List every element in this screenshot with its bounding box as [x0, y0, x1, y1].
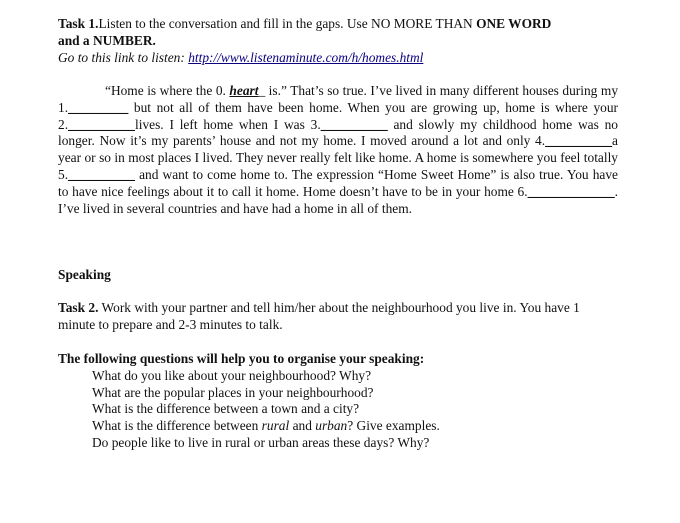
term-rural: rural — [261, 418, 290, 434]
question-item: Do people like to live in rural or urban areas these days? Why? — [92, 434, 430, 450]
gap-fill-passage — [58, 83, 618, 217]
task2-instructions — [58, 300, 618, 334]
passage-text: lives. I left home when I was 3. — [135, 116, 321, 132]
speaking-section — [58, 267, 618, 284]
task1-instructions — [58, 16, 618, 50]
questions-list — [58, 368, 618, 452]
question-text: What is the difference between — [92, 418, 262, 434]
gap-3[interactable]: __________ — [320, 116, 388, 132]
gap-4[interactable]: __________ — [545, 133, 613, 149]
passage-text: a year or so in most places I lived. They never really felt like home. A home is somewhere you feel totally 5. — [58, 133, 618, 182]
gap-5[interactable]: __________ — [68, 166, 135, 182]
question-item: What are the popular places in your neighbourhood? — [92, 384, 374, 400]
task2-text: Work with your partner and tell him/her about the neighbourhood you live in. You have 1 minute to prepare and 2-3 minutes to talk. — [58, 300, 580, 332]
passage-text: “Home is where the 0. — [105, 83, 230, 98]
question-item: What do you like about your neighbourhood? Why? — [92, 367, 372, 383]
task2-heading: Task 2. — [58, 300, 99, 315]
question-text: and — [289, 418, 316, 434]
questions-section — [58, 351, 618, 452]
term-urban: urban — [315, 418, 348, 434]
gap-1[interactable]: _________ — [68, 99, 129, 115]
passage-text: . I’ve lived in several countries and have had a home in all of them. — [58, 183, 618, 216]
question-item: What is the difference between a town and a city? — [92, 401, 360, 417]
passage-text: but not all of them have been home. When you are growing up, home is where your 2. — [58, 99, 618, 132]
task1-listen-line — [58, 50, 618, 67]
task2-section — [58, 300, 618, 334]
question-text: ? Give examples. — [347, 418, 440, 434]
task1-instruction-line2: and a NUMBER. — [58, 32, 156, 48]
example-answer: heart — [229, 83, 259, 98]
gap-6[interactable]: _____________ — [527, 183, 615, 199]
question-item — [92, 418, 618, 435]
task1-heading: Task 1. — [58, 16, 99, 31]
passage-text: and slowly my childhood home was no longer. Now it’s my parents’ house and not my home. I moved around a lot and only 4. — [58, 116, 618, 149]
link-prefix: Go to this link to listen: — [58, 49, 189, 65]
passage-text: _ is.” That’s so true. I’ve lived in many different houses during my 1. — [58, 83, 619, 115]
task1-section — [58, 16, 618, 66]
questions-heading: The following questions will help you to organise your speaking: — [58, 351, 425, 366]
passage-text: and want to come home to. The expression “Home Sweet Home” is also true. You have to have nice feelings about it to call it home. Home doesn’t have to be in your home 6. — [58, 166, 618, 199]
gap-2[interactable]: __________ — [68, 116, 135, 132]
task1-instruction-text: Listen to the conversation and fill in the gaps. Use NO MORE THAN — [98, 16, 477, 31]
task1-instruction-emphasis: ONE WORD — [476, 16, 552, 31]
speaking-heading: Speaking — [58, 267, 111, 282]
audio-link[interactable]: http://www.listenaminute.com/h/homes.html — [188, 49, 424, 65]
